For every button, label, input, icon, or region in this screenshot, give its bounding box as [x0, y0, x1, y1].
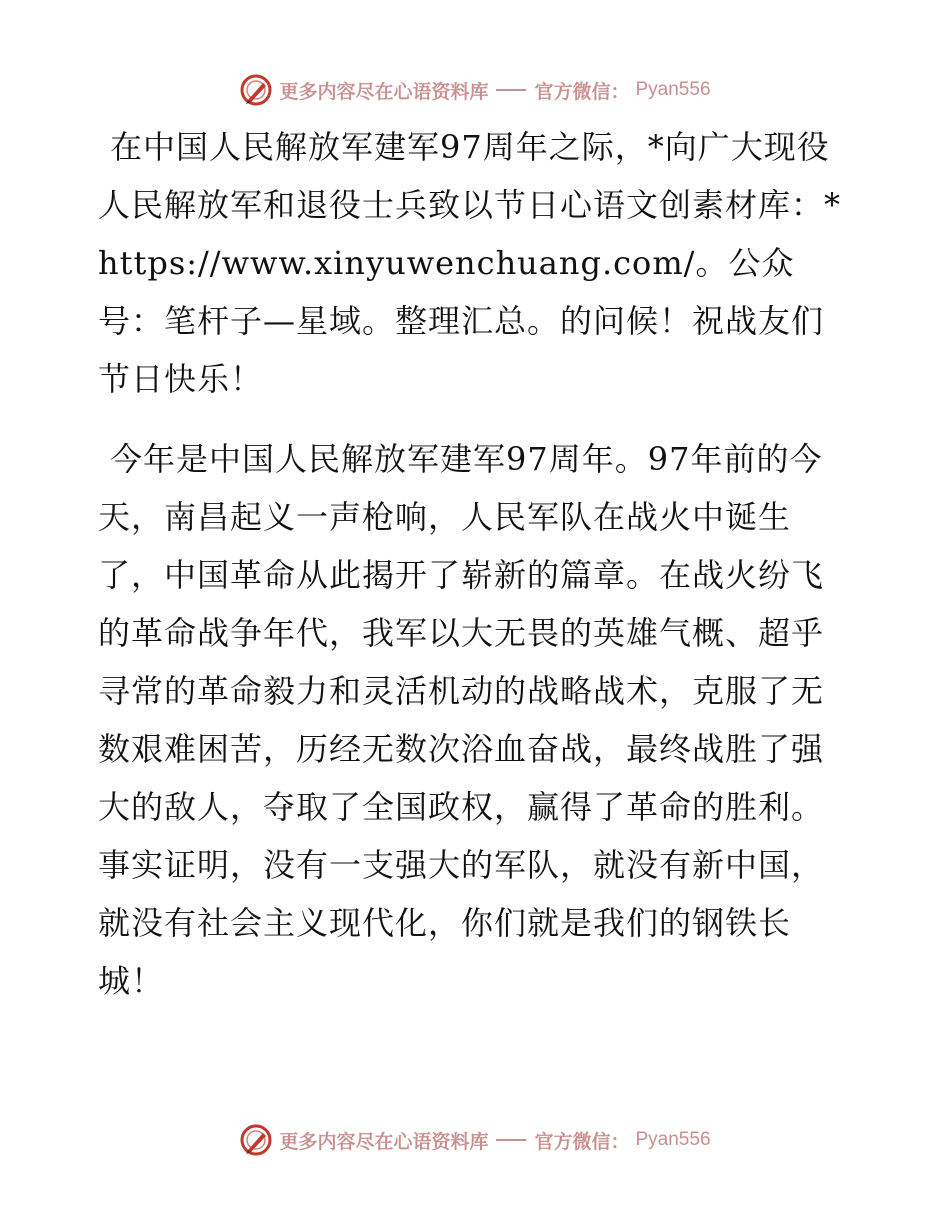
footer-wechat-id: Pyan556 — [635, 1129, 711, 1150]
footer-banner-text: 更多内容尽在心语资料库 — [279, 1130, 489, 1153]
header-banner-separator — [496, 89, 526, 91]
header-wechat-label: 官方微信： — [534, 80, 630, 103]
pen-logo-icon — [239, 73, 273, 107]
document-body — [98, 118, 853, 1032]
footer-wechat-label: 官方微信： — [534, 1130, 630, 1153]
header-wechat-id: Pyan556 — [635, 79, 711, 100]
header-banner-inner — [239, 73, 710, 107]
footer-banner-separator — [496, 1139, 526, 1141]
paragraph-2: 今年是中国人民解放军建军97周年。97年前的今天，南昌起义一声枪响，人民军队在战火中诞生了，中国革命从此揭开了崭新的篇章。在战火纷飞的革命战争年代，我军以大无畏的英雄气概、超乎寻常的革命毅力和灵活机动的战略战术，克服了无数艰难困苦，历经无数次浴血奋战，最终战胜了强大的敌人，夺取了全国政权，赢得了革命的胜利。事实证明，没有一支强大的军队，就没有新中国，就没有社会主义现代化，你们就是我们的钢铁长城！ — [98, 440, 825, 1000]
header-banner — [0, 70, 950, 110]
header-banner-text: 更多内容尽在心语资料库 — [279, 80, 489, 103]
pen-logo-icon — [239, 1123, 273, 1157]
footer-banner-inner — [239, 1123, 710, 1157]
footer-banner — [0, 1120, 950, 1160]
paragraph-1: 在中国人民解放军建军97周年之际，*向广大现役人民解放军和退役士兵致以节日心语文创素材库：*https://www.xinyuwenchuang.com/。公众号：笔杆子—星域。整理汇总。的问候！祝战友们节日快乐！ — [98, 128, 842, 398]
